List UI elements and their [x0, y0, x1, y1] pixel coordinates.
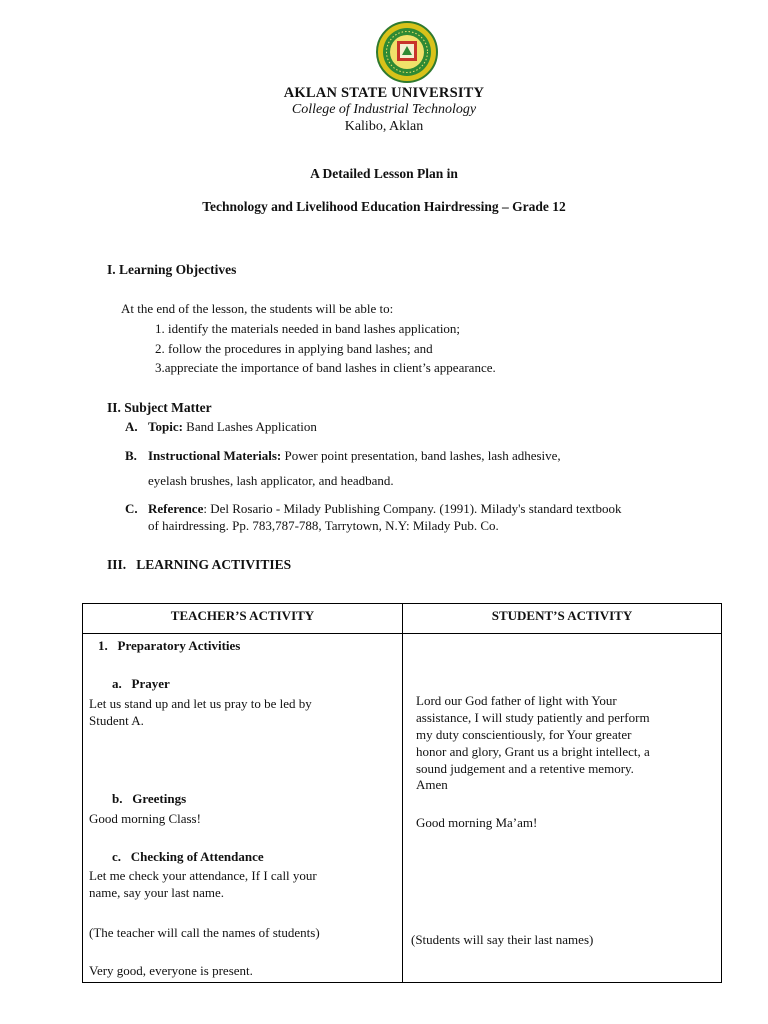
- plan-title: A Detailed Lesson Plan in: [310, 166, 458, 181]
- prayer-student-line: sound judgement and a retentive memory.: [416, 761, 634, 776]
- attendance-teacher-note: (The teacher will call the names of students): [89, 925, 320, 940]
- attendance-teacher-closing: Very good, everyone is present.: [89, 963, 253, 978]
- attendance-heading: c. Checking of Attendance: [112, 849, 264, 864]
- prayer-teacher-line: Let us stand up and let us pray to be led by: [89, 696, 312, 711]
- attendance-student: (Students will say their last names): [411, 932, 594, 947]
- column-divider: [402, 604, 403, 982]
- reference-marker: C.: [125, 501, 138, 516]
- reference-line: [148, 501, 622, 517]
- materials-label: Instructional Materials:: [148, 448, 282, 463]
- teacher-column-header: TEACHER’S ACTIVITY: [170, 608, 315, 623]
- greetings-student: Good morning Ma’am!: [416, 815, 538, 830]
- prayer-student-line: Lord our God father of light with Your: [416, 693, 617, 708]
- prayer-student-line: Amen: [416, 777, 448, 792]
- greetings-teacher: Good morning Class!: [89, 811, 201, 826]
- header-divider: [83, 633, 721, 634]
- preparatory-heading: 1. Preparatory Activities: [98, 638, 241, 653]
- topic-label: Topic:: [148, 419, 183, 434]
- objective-item: 1. identify the materials needed in band lashes application;: [155, 321, 461, 336]
- reference-value: : Del Rosario - Milady Publishing Company. (1991). Milady's standard textbook: [203, 501, 622, 516]
- objective-item: 2. follow the procedures in applying band lashes; and: [155, 341, 433, 356]
- activities-table: [82, 603, 722, 983]
- prayer-heading: a. Prayer: [112, 676, 170, 691]
- subject-heading: II. Subject Matter: [107, 400, 212, 415]
- location: Kalibo, Aklan: [344, 119, 424, 134]
- topic-line: [148, 419, 317, 435]
- greetings-heading: b. Greetings: [112, 791, 187, 806]
- prayer-student-line: assistance, I will study patiently and perform: [416, 710, 650, 725]
- student-column-header: STUDENT’S ACTIVITY: [491, 608, 633, 623]
- university-name: AKLAN STATE UNIVERSITY: [283, 85, 485, 101]
- materials-marker: B.: [125, 448, 137, 463]
- objectives-heading: I. Learning Objectives: [107, 262, 237, 277]
- college-name: College of Industrial Technology: [291, 102, 477, 117]
- attendance-teacher-line: Let me check your attendance, If I call your: [89, 868, 317, 883]
- objectives-intro: At the end of the lesson, the students will be able to:: [121, 301, 394, 316]
- reference-label: Reference: [148, 501, 204, 516]
- materials-continuation: eyelash brushes, lash applicator, and headband.: [148, 473, 394, 488]
- materials-value: Power point presentation, band lashes, lash adhesive,: [281, 448, 561, 463]
- attendance-teacher-line: name, say your last name.: [89, 885, 225, 900]
- materials-line: [148, 448, 561, 464]
- topic-value: Band Lashes Application: [182, 419, 317, 434]
- prayer-student-line: my duty conscientiously, for Your greater: [416, 727, 632, 742]
- prayer-teacher-line: Student A.: [89, 713, 144, 728]
- prayer-student-line: honor and glory, Grant us a bright intellect, a: [416, 744, 650, 759]
- objective-item: 3.appreciate the importance of band lashes in client’s appearance.: [155, 360, 496, 375]
- plan-subject: Technology and Livelihood Education Hairdressing – Grade 12: [202, 199, 566, 214]
- university-seal-logo: [376, 21, 438, 83]
- topic-marker: A.: [125, 419, 138, 434]
- activities-heading: III. LEARNING ACTIVITIES: [107, 557, 292, 572]
- reference-continuation: of hairdressing. Pp. 783,787-788, Tarrytown, N.Y: Milady Pub. Co.: [148, 518, 499, 533]
